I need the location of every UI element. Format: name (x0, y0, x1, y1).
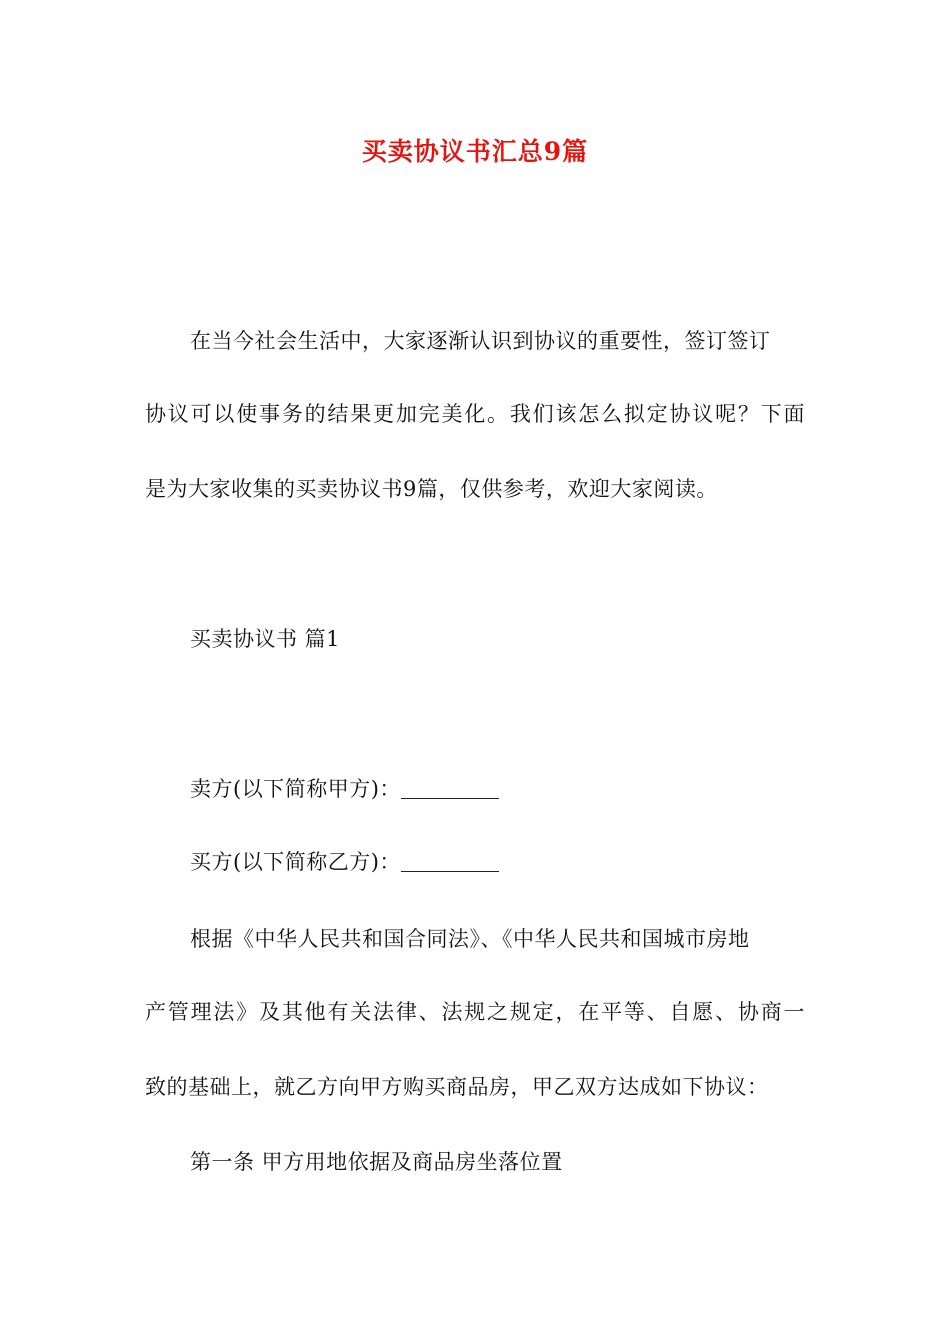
seller-line (190, 774, 499, 804)
buyer-line (190, 847, 499, 877)
document-title: 买卖协议书汇总9篇 (361, 137, 589, 166)
basis-line-3: 致的基础上，就乙方向甲方购买商品房，甲乙双方达成如下协议： (145, 1075, 769, 1099)
section-heading: 买卖协议书 篇1 (190, 627, 341, 651)
seller-blank-field (401, 778, 499, 799)
basis-line-2: 产管理法》及其他有关法律、法规之规定，在平等、自愿、协商一 (145, 1000, 805, 1024)
article-1-heading: 第一条 甲方用地依据及商品房坐落位置 (190, 1150, 563, 1174)
buyer-label: 买方(以下简称乙方)： (190, 850, 401, 874)
intro-line-2: 协议可以使事务的结果更加完美化。我们该怎么拟定协议呢？下面 (145, 402, 805, 426)
intro-line-1: 在当今社会生活中，大家逐渐认识到协议的重要性，签订签订 (190, 329, 771, 353)
basis-line-1: 根据《中华人民共和国合同法》、《中华人民共和国城市房地 (190, 927, 750, 951)
seller-label: 卖方(以下简称甲方)： (190, 777, 401, 801)
buyer-blank-field (401, 851, 499, 872)
intro-line-3: 是为大家收集的买卖协议书9篇，仅供参考，欢迎大家阅读。 (145, 477, 718, 501)
